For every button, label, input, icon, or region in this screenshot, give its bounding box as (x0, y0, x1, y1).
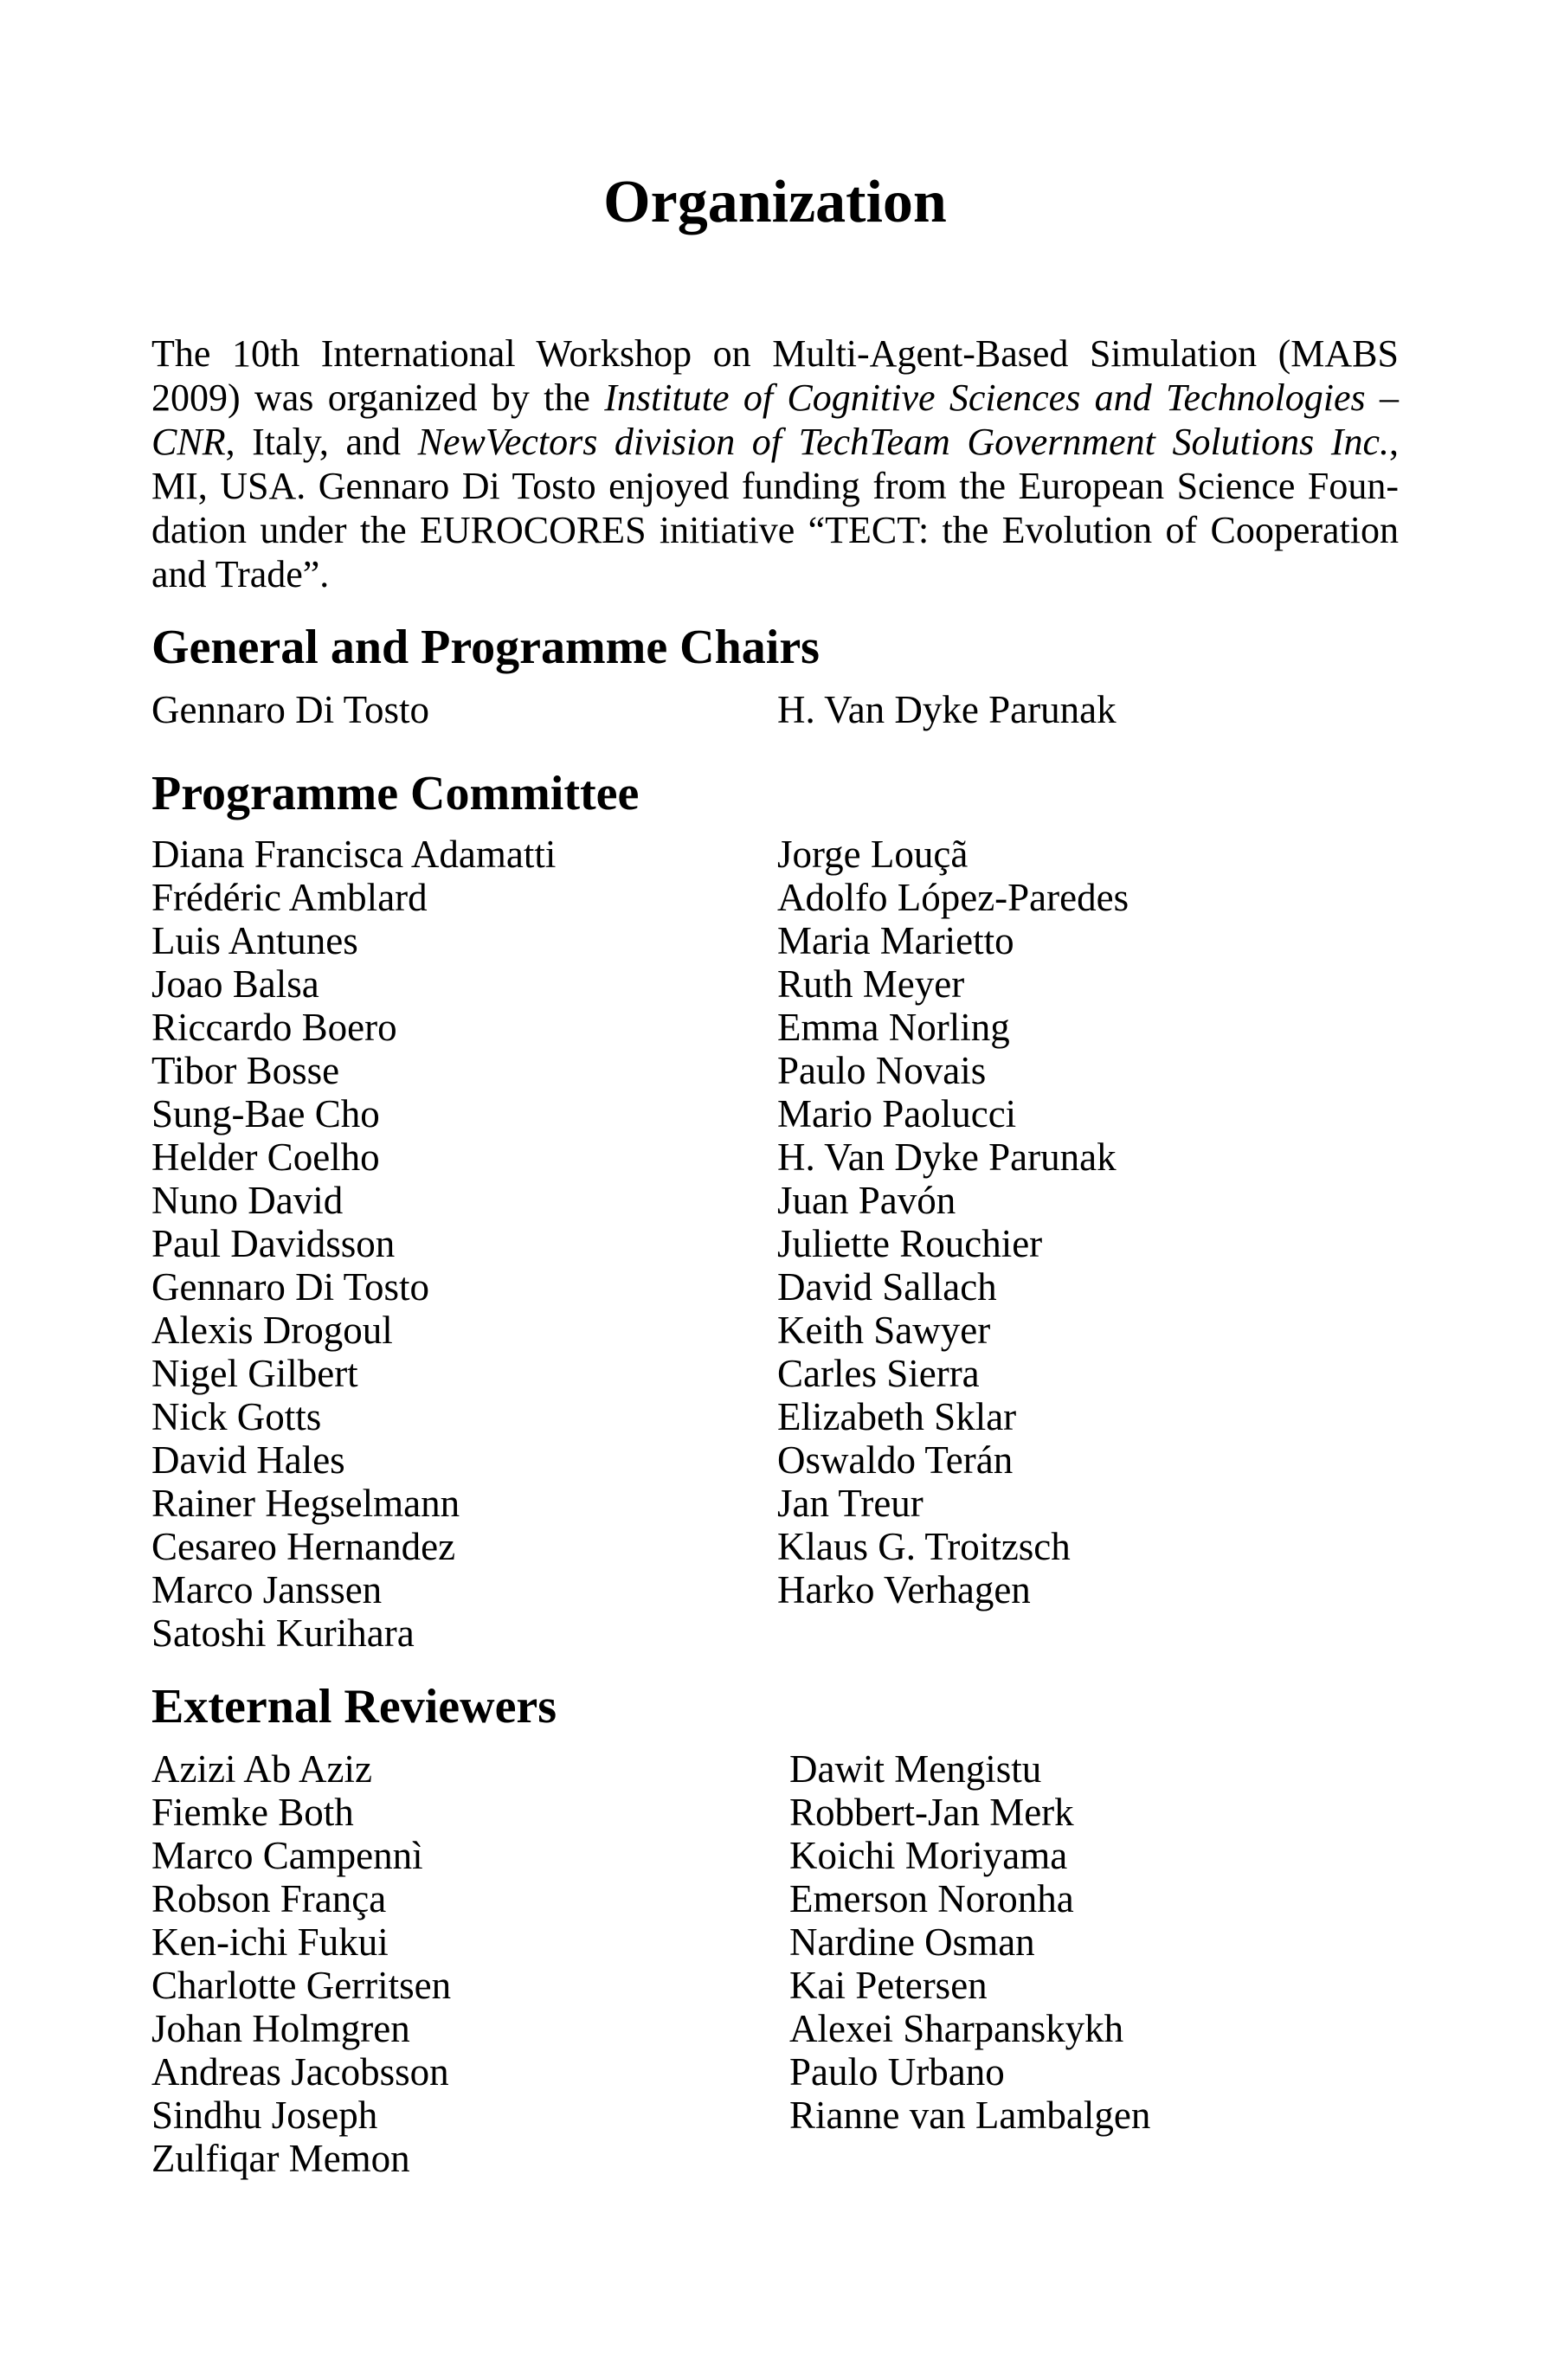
section-heading-pc: Programme Committee (151, 767, 640, 820)
person-name: Adolfo López-Paredes (777, 876, 1129, 919)
section-pc (151, 767, 1399, 1655)
intro-paragraph (151, 331, 1399, 596)
names-column-right (777, 688, 1117, 731)
person-name: Paulo Novais (777, 1049, 987, 1092)
person-name: Marco Janssen (151, 1568, 383, 1611)
person-name: Frédéric Amblard (151, 876, 428, 919)
person-name: Luis Antunes (151, 919, 358, 962)
names-column-left (151, 1747, 451, 2180)
names-column-left (151, 688, 429, 731)
person-name: Oswaldo Terán (777, 1438, 1014, 1482)
section-heading-er: External Reviewers (151, 1680, 557, 1734)
person-name: Charlotte Gerritsen (151, 1964, 452, 2007)
person-name: Rianne van Lambalgen (789, 2094, 1151, 2137)
person-name: David Hales (151, 1438, 345, 1482)
intro-line (151, 420, 1399, 464)
person-name: David Sallach (777, 1265, 997, 1309)
names-column-right (789, 1747, 1150, 2137)
section-er (151, 1680, 1399, 2180)
person-name: Maria Marietto (777, 919, 1014, 962)
person-name: Azizi Ab Aziz (151, 1747, 372, 1791)
person-name: Robbert-Jan Merk (789, 1791, 1074, 1834)
person-name: Paul Davidsson (151, 1222, 396, 1265)
person-name: Riccardo Boero (151, 1006, 397, 1049)
section-chairs (151, 621, 1399, 731)
person-name: H. Van Dyke Parunak (777, 688, 1117, 731)
person-name: Satoshi Kurihara (151, 1611, 415, 1655)
intro-italic-text: Institute of Cognitive Sciences and Technologies – (604, 376, 1399, 419)
person-name: Koichi Moriyama (789, 1834, 1068, 1877)
person-name: Carles Sierra (777, 1352, 980, 1395)
person-name: Tibor Bosse (151, 1049, 340, 1092)
person-name: Juliette Rouchier (777, 1222, 1043, 1265)
person-name: Helder Coelho (151, 1135, 380, 1179)
person-name: Nigel Gilbert (151, 1352, 358, 1395)
intro-text: , Italy, and (225, 421, 418, 463)
person-name: Klaus G. Troitzsch (777, 1525, 1071, 1568)
person-name: Zulfiqar Memon (151, 2137, 410, 2180)
intro-italic-text: CNR (151, 421, 226, 463)
intro-line (151, 331, 1399, 376)
person-name: Emerson Noronha (789, 1877, 1074, 1920)
person-name: Andreas Jacobsson (151, 2050, 449, 2094)
person-name: Joao Balsa (151, 962, 319, 1006)
person-name: Alexis Drogoul (151, 1309, 393, 1352)
person-name: Paulo Urbano (789, 2050, 1005, 2094)
person-name: Diana Francisca Adamatti (151, 833, 557, 876)
person-name: Kai Petersen (789, 1964, 988, 2007)
section-heading-chairs: General and Programme Chairs (151, 621, 820, 674)
page-title: Organization (603, 169, 947, 235)
intro-text: The 10th International Workshop on Multi-Agent-Based Simulation (MABS (151, 332, 1399, 375)
intro-line (151, 508, 1399, 552)
person-name: Gennaro Di Tosto (151, 1265, 429, 1309)
person-name: Elizabeth Sklar (777, 1395, 1017, 1438)
person-name: Emma Norling (777, 1006, 1010, 1049)
person-name: Harko Verhagen (777, 1568, 1031, 1611)
person-name: Jorge Louçã (777, 833, 969, 876)
intro-italic-text: NewVectors division of TechTeam Government Solutions Inc. (417, 421, 1389, 463)
intro-text: and Trade”. (151, 553, 330, 595)
intro-text: MI, USA. Gennaro Di Tosto enjoyed funding from the European Science Foun- (151, 465, 1399, 507)
person-name: Rainer Hegselmann (151, 1482, 460, 1525)
names-column-left (151, 833, 556, 1655)
person-name: Mario Paolucci (777, 1092, 1017, 1135)
person-name: Ruth Meyer (777, 962, 965, 1006)
intro-text: , (1389, 421, 1399, 463)
intro-line (151, 552, 1399, 596)
person-name: Johan Holmgren (151, 2007, 410, 2050)
person-name: Nuno David (151, 1179, 344, 1222)
person-name: Nardine Osman (789, 1920, 1035, 1964)
person-name: Juan Pavón (777, 1179, 956, 1222)
intro-text: dation under the EUROCORES initiative “TECT: the Evolution of Cooperation (151, 509, 1399, 551)
intro-line (151, 464, 1399, 508)
person-name: H. Van Dyke Parunak (777, 1135, 1117, 1179)
person-name: Marco Campennì (151, 1834, 423, 1877)
person-name: Dawit Mengistu (789, 1747, 1042, 1791)
person-name: Alexei Sharpanskykh (789, 2007, 1124, 2050)
page-content (151, 0, 1399, 2380)
person-name: Sindhu Joseph (151, 2094, 378, 2137)
person-name: Keith Sawyer (777, 1309, 991, 1352)
person-name: Nick Gotts (151, 1395, 322, 1438)
intro-line (151, 376, 1399, 420)
person-name: Cesareo Hernandez (151, 1525, 456, 1568)
person-name: Jan Treur (777, 1482, 924, 1525)
names-column-right (777, 833, 1129, 1611)
intro-text: 2009) was organized by the (151, 376, 605, 419)
person-name: Sung-Bae Cho (151, 1092, 380, 1135)
person-name: Ken-ichi Fukui (151, 1920, 389, 1964)
person-name: Fiemke Both (151, 1791, 354, 1834)
person-name: Robson França (151, 1877, 387, 1920)
person-name: Gennaro Di Tosto (151, 688, 429, 731)
